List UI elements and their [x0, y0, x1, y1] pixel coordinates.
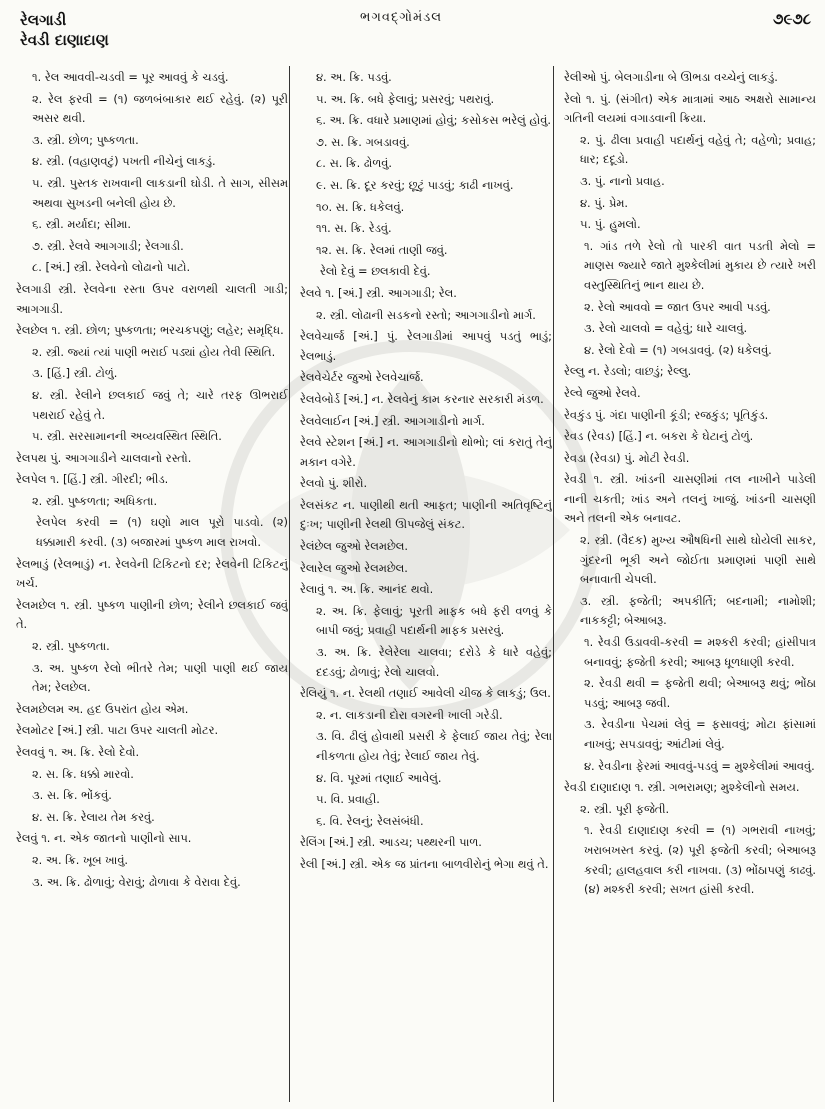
entry-sense: ૨. રેલ ફરવી = (૧) જળબંબાકાર થઈ રહેવું. (૨) પૂરી અસર થવી.: [32, 91, 288, 126]
dictionary-entry: રેલવે સ્ટેશન [અં.] ન. આગગાડીનો થોભો; લાં કરાતું તેનું મકાન વગેરે.: [300, 435, 552, 469]
entry-sense: ૧. રેલ આવવી-ચડવી = પૂર આવવું કે ચડવું.: [32, 70, 229, 84]
entry-sense: ૪. પું. પ્રેમ.: [580, 195, 628, 210]
dictionary-entry: રેલવેચાર્જ [અં.] પું. રેલગાડીમાં આપવું પડતું ભાડું; રેલભાડું.: [300, 329, 552, 363]
entry-sense: ૩. અ. ક્રિ. ઢોળાવું; વેરાવું; ઢોળાવા કે વેરાવા દેવું.: [32, 874, 241, 889]
dictionary-entry: રેલવો પું. શીરો.: [300, 476, 368, 491]
entry-sense: ૭. સ. ક્રિ. ગબડાવવું.: [316, 134, 410, 149]
page-header: [0, 0, 825, 70]
dictionary-entry: રેલી [અં.] સ્ત્રી. એક જ પ્રાંતના બાળવીરોનું ભેગા થવું તે.: [300, 856, 549, 871]
dictionary-columns: [16, 68, 816, 1100]
entry-sense: ૨. સ્ત્રી. પુષ્કળતા.: [32, 639, 110, 654]
dictionary-entry: રેલારેલ જુઓ રેલમછેલ.: [300, 560, 408, 575]
entry-sense: ૪. રેવડીના ફેરમાં આવવું-પડવું = મુશ્કેલીમાં આવવું.: [584, 758, 815, 773]
entry-sense: ૧. રેવડી દાણાદાણ કરવી = (૧) ગભરાવી નાખવું; ખરાબખસ્ત કરવું. (૨) પૂરી ફજેતી કરવી; બેઆબરૂ કરવી; હાલહવાલ કરી નાખવા. (૩) ભોંઠાપણું કાઢવું. (૪) મશ્કરી કરવી; સખત હાંસી કરવી.: [584, 823, 816, 897]
entry-sense: ૮. [અં.] સ્ત્રી. રેલવેનો લોઢાનો પાટો.: [32, 260, 191, 275]
entry-sense: ૪. રેલો દેવો = (૧) ગબડાવવું. (૨) ધકેલવું.: [584, 342, 772, 357]
entry-sense: ૩. અ. પુષ્કળ રેલો ભીતરે તેમ; પાણી પાણી થઈ જાય તેમ; રેલછેલ.: [32, 660, 288, 695]
entry-sense: ૮. સ. ક્રિ. ઢોળવું.: [316, 156, 392, 171]
guide-words: [20, 10, 109, 50]
dictionary-entry: રેલાવું ૧. અ. ક્રિ. આનંદ થવો.: [300, 582, 434, 597]
column-3: [564, 68, 816, 1098]
entry-sense: ૩. રેલો ચાલવો = વહેવું; ધારે ચાલવું.: [584, 321, 748, 336]
entry-sense: ૪. વિ. પૂરમાં તણાઈ આવેલું.: [316, 770, 442, 785]
entry-sense: ૧. રેવડી ઉડાવવી-કરવી = મશ્કરી કરવી; હાંસીપાત્ર બનાવવું; ફજેતી કરવી; આબરૂ ધૂળધાણી કરવી.: [584, 635, 816, 669]
entry-sense: ૪. સ્ત્રી. (વહાણવટું) પખતી નીચેનું લાકડું.: [32, 154, 216, 169]
entry-sense: ૬. વિ. રેલનું; રેલસંબંધી.: [316, 813, 424, 828]
entry-sense: ૫. સ્ત્રી. સરસામાનની અવ્યવસ્થિત સ્થિતિ.: [32, 429, 222, 444]
dictionary-entry: રેવડી દાણાદાણ ૧. સ્ત્રી. ગભરામણ; મુશ્કેલીનો સમય.: [564, 780, 800, 795]
entry-sense: ૩. સ્ત્રી. ફજેતી; અપકીર્તિ; બદનામી; નામોશી; નાકકટ્ટી; બેઆબરૂ.: [580, 593, 816, 628]
entry-sense: ૩. સ. ક્રિ. ભોંકવું.: [32, 788, 112, 803]
dictionary-entry: રેલંછેલ જુઓ રેલમછેલ.: [300, 539, 409, 554]
entry-sense: રેલપેલ કરવી = (૧) ઘણો માલ પૂરો પાડવો. (૨) ધક્કામારી કરવી. (૩) બજારમાં પુષ્કળ માલ રાખવો.: [36, 515, 288, 550]
dictionary-entry: રેલગાડી સ્ત્રી. રેલવેના રસ્તા ઉપર વરાળથી ચાલતી ગાડી; આગગાડી.: [16, 281, 288, 316]
entry-sense: રેલો દેવું = છલકાવી દેવું.: [320, 264, 431, 279]
entry-sense: ૩. [હિં.] સ્ત્રી. ટોળું.: [32, 366, 118, 381]
entry-sense: ૩. વિ. ઢીલું હોવાથી પ્રસરી કે ફેલાઈ જાય તેવું; રેલા નીકળતા હોય તેવું; રેલાઈ જાય તેવું.: [316, 729, 552, 763]
dictionary-entry: રેલવવું ૧. અ. ક્રિ. રેલો દેવો.: [16, 745, 140, 759]
entry-sense: ૩. સ્ત્રી. છોળ; પુષ્કળતા.: [32, 132, 139, 147]
column-1: [16, 68, 288, 1098]
dictionary-entry: રેવકુંડ પું. ગંદા પાણીની કૂંડી; રજકુંડ; પૂતિકુંડ.: [564, 407, 769, 422]
entry-sense: ૫. સ્ત્રી. પુસ્તક રાખવાની લાકડાની ઘોડી. તે સાગ, સીસમ અથવા સુખડની બનેલી હોય છે.: [32, 175, 288, 210]
entry-sense: ૧. ગાંડ તળે રેલો તો પારકી વાત પડતી મેલો = માણસ જ્યારે જાતે મુશ્કેલીમાં મુકાય છે ત્યારે ખરી વસ્તુસ્થિતિનું ભાન થાય છે.: [584, 238, 816, 292]
dictionary-entry: રેલિંગ [અં.] સ્ત્રી. આડચ; પથ્થરની પાળ.: [300, 835, 482, 850]
dictionary-entry: રેવડા (રેવડા) પું. મોટી રેવડી.: [564, 450, 690, 465]
entry-sense: ૧૦. સ. ક્રિ. ધકેલવું.: [316, 199, 405, 214]
entry-sense: ૧૨. સ. ક્રિ. રેલમાં તાણી જવું.: [316, 242, 448, 257]
dictionary-entry: રેલપથ પું. આગગાડીને ચાલવાનો રસ્તો.: [16, 450, 192, 465]
running-title: ભગવદ્ગોમંડલ: [360, 10, 443, 25]
dictionary-entry: રેલછેલ ૧. સ્ત્રી. છોળ; પુષ્કળતા; ભરચકપણું; લહેર; સમૃદ્ધિ.: [16, 323, 284, 338]
dictionary-entry: રેલભાડું (રેલભાડું) ન. રેલવેની ટિકિટનો દર; રેલવેની ટિકિટનું ખર્ચ.: [16, 556, 288, 591]
entry-sense: ૫. અ. ક્રિ. બધે ફેલાવું; પ્રસરવું; પથરાવું.: [316, 91, 495, 106]
guide-word-first: રેલગાડી: [20, 11, 67, 29]
dictionary-entry: રેલ્વે જુઓ રેલવે.: [564, 385, 641, 400]
dictionary-entry: રેલપેલ ૧. [હિં.] સ્ત્રી. ગીરદી; ભીડ.: [16, 472, 169, 487]
dictionary-entry: રેવડ (રેવડ) [હિં.] ન. બકરા કે ઘેટાનું ટોળું.: [564, 429, 754, 444]
entry-sense: ૨. અ. ક્રિ. ફેલાવું; પૂરતી માફક બધે ફરી વળવું કે બાપી જવું; પ્રવાહી પદાર્થની માફક પ્રસરવું.: [316, 603, 552, 638]
column-2: [300, 68, 552, 1098]
dictionary-entry: રેલવે ૧. [અં.] સ્ત્રી. આગગાડી; રેલ.: [300, 285, 457, 300]
entry-sense: ૪. સ્ત્રી. રેલીને છલકાઈ જવું તે; ચારે તરફ ઊભરાઈ પથરાઈ રહેવું તે.: [32, 387, 288, 422]
entry-sense: ૨. રેવડી થવી = ફજેતી થવી; બેઆબરૂ થવું; ભોંઠા પડવું; આબરૂ જવી.: [584, 676, 816, 710]
dictionary-entry: રેલીઓ પું. બેલગાડીના બે ઊભડા વચ્ચેનું લાકડું.: [564, 70, 778, 84]
entry-sense: ૨. સ્ત્રી. જ્યાં ત્યાં પાણી ભરાઈ પડ્યાં હોય તેવી સ્થિતિ.: [32, 344, 276, 359]
dictionary-entry: રેવડી ૧. સ્ત્રી. ખાંડની ચાસણીમાં તલ નાખીને પાડેલી નાની ચકતી; ખાંડ અને તલનું ખાજું. ખાંડની ચાસણી અને તલની એક બનાવટ.: [564, 472, 816, 526]
entry-sense: ૫. વિ. પ્રવાહી.: [316, 792, 380, 807]
entry-sense: ૨. સ. ક્રિ. ધક્કો મારવો.: [32, 766, 134, 781]
entry-sense: ૨. ન. લાકડાની દોરા વગરની ખાલી ગરેડી.: [316, 707, 503, 722]
entry-sense: ૧૧. સ. ક્રિ. રેડવું.: [316, 221, 392, 236]
dictionary-entry: રેલવેચેર્ટર જુઓ રેલવેચાર્જ.: [300, 370, 424, 385]
dictionary-entry: રેલમછેલ ૧. સ્ત્રી. પુષ્કળ પાણીની છોળ; રેલીને છલકાઈ જવું તે.: [16, 597, 288, 632]
entry-sense: ૩. પું. નાનો પ્રવાહ.: [580, 173, 665, 188]
entry-sense: ૩. રેવડીના પેચમાં લેવું = ફસાવવું; મોટા ફાંસામાં નાખવું; સપડાવવું; આંટીમાં લેવું.: [584, 717, 816, 751]
dictionary-entry: રેલસંકટ ન. પાણીથી થતી આફત; પાણીની અતિવૃષ્ટિનું દુઃખ; પાણીની રેલથી ઊપજેલું સંકટ.: [300, 497, 552, 532]
dictionary-entry: રેલ્લુ ન. રેડલો; વાછડું; રેલ્લુ.: [564, 364, 692, 379]
entry-sense: ૪. અ. ક્રિ. પડવું.: [316, 70, 392, 84]
guide-word-last: રેવડી દાણાદાણ: [20, 31, 109, 49]
entry-sense: ૩. અ. ક્રિ. રેલેરેલા ચાલવા; દરોડે કે ધારે વહેવું; દદડવું; ઢોળાવું; રેલો ચાલવો.: [316, 645, 552, 679]
dictionary-entry: રેલમછેલમ અ. હદ ઉપરાંત હોય એમ.: [16, 701, 189, 716]
entry-sense: ૨. સ્ત્રી. પુષ્કળતા; અધિકતા.: [32, 493, 158, 508]
entry-sense: ૭. સ્ત્રી. રેલવે આગગાડી; રેલગાડી.: [32, 238, 184, 253]
entry-sense: ૬. અ. ક્રિ. વધારે પ્રમાણમાં હોવું; કસોકસ ભરેલું હોવું.: [316, 113, 551, 128]
entry-sense: ૫. પું. હુમલો.: [580, 217, 641, 232]
entry-sense: ૨. અ. ક્રિ. ખૂબ ખાવું.: [32, 852, 129, 867]
page-number: ૭૯૭૮: [773, 10, 811, 28]
dictionary-entry: રેલિયું ૧. ન. રેલથી તણાઈ આવેલી ચીજ કે લાકડું; ઉલ.: [300, 686, 551, 701]
entry-sense: ૨. સ્ત્રી. પૂરી ફજેતી.: [580, 801, 670, 816]
entry-sense: ૯. સ. ક્રિ. દૂર કરવું; છૂટું પાડવું; કાઢી નાખવું.: [316, 177, 514, 192]
entry-sense: ૬. સ્ત્રી. મર્યાદા; સીમા.: [32, 217, 132, 232]
dictionary-entry: રેલવેબોર્ડ [અં.] ન. રેલવેનું કામ કરનાર સરકારી મંડળ.: [300, 391, 544, 406]
dictionary-entry: રેલો ૧. પું. (સંગીત) એક માત્રામાં આઠ અક્ષરો સામાન્ય ગતિની લયમાં વગાડવાની ક્રિયા.: [564, 91, 816, 126]
dictionary-entry: રેલવું ૧. ન. એક જાતનો પાણીનો સાપ.: [16, 831, 192, 846]
dictionary-entry: રેલવેલાઈન [અં.] સ્ત્રી. આગગાડીનો માર્ગ.: [300, 413, 485, 428]
entry-sense: ૨. સ્ત્રી. લોઢાની સડકનો રસ્તો; આગગાડીનો માર્ગ.: [316, 307, 536, 322]
entry-sense: ૪. સ. ક્રિ. રેલાય તેમ કરવું.: [32, 809, 155, 824]
entry-sense: ૨. પું. ઢીલા પ્રવાહી પદાર્થનું વહેવું તે; વહેળો; પ્રવાહ; ધાર; દદૂડો.: [580, 132, 816, 167]
entry-sense: ૨. સ્ત્રી. (વૈદક) મુખ્ય ઔષધિની સાથે ઘોયેલી સાકર, ગુંદરની ભૂકી અને જોઈતા પ્રમાણમાં પાણી સાથે બનાવાતી ચેપલી.: [580, 533, 816, 587]
entry-sense: ૨. રેલો આવવો = જાત ઉપર આવી પડવું.: [584, 299, 771, 314]
dictionary-entry: રેલમોટર [અં.] સ્ત્રી. પાટા ઉપર ચાલતી મોટર.: [16, 723, 219, 738]
